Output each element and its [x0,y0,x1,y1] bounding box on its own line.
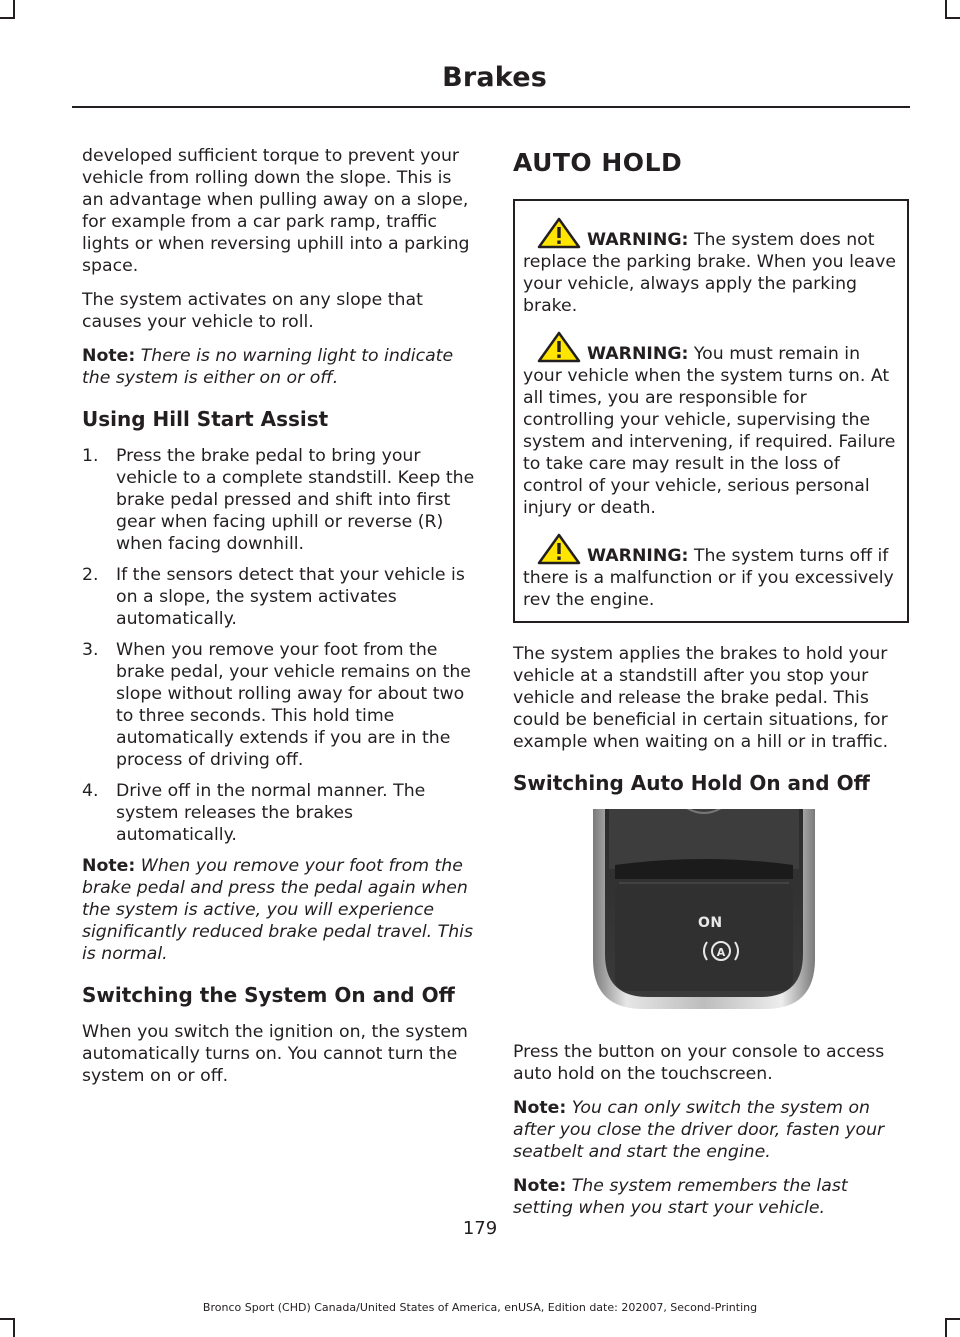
right-column [513,145,909,1231]
warning-text: You must remain in your vehicle when the system turns on. At all times, you are responsible for controlling your vehicle, supervising the system and intervening, if required. Failure to take care may result in the loss of control of your vehicle, serious personal injury or death. [523,344,896,518]
note-label: Note: [513,1176,567,1196]
note-text: You can only switch the system on after you close the driver door, fasten your seatbelt and start the engine. [513,1098,885,1162]
console-button-on-label: ON [698,915,723,931]
note-text: When you remove your foot from the brake pedal and press the pedal again when the system is active, you will experience significantly reduced brake pedal travel. This is normal. [82,856,473,964]
note-text: There is no warning light to indicate the system is either on or off. [82,346,454,388]
intro-paragraph: developed sufficient torque to prevent your vehicle from rolling down the slope. This is an advantage when pulling away on a slope, for example from a car park ramp, traffic lights or when reversing uphill into a parking space. [82,146,470,276]
warning-label: WARNING: [587,546,689,566]
note-label: Note: [82,856,136,876]
heading-switching-auto-hold: Switching Auto Hold On and Off [513,771,870,795]
step-text: When you remove your foot from the brake pedal, your vehicle remains on the slope without rolling away for about two to three seconds. This hold time automatically extends if you are in the process of driving off. [116,640,471,770]
step-text: Press the brake pedal to bring your vehicle to a complete standstill. Keep the brake pedal pressed and shift into first gear when facing uphill or reverse (R) when facing downhill. [116,446,475,554]
step-number: 1. [82,446,99,466]
press-button-paragraph: Press the button on your console to access auto hold on the touchscreen. [513,1042,885,1084]
warning-text: The system turns off if there is a malfunction or if you excessively rev the engine. [523,546,894,610]
step-text: If the sensors detect that your vehicle is on a slope, the system activates automatically. [116,565,465,629]
note-remembers-setting [513,1175,909,1219]
list-item [82,445,478,555]
warning-triangle-icon [537,533,581,565]
step-text: Drive off in the normal manner. The system releases the brakes automatically. [116,781,426,845]
console-button-illustration [553,809,853,1017]
warning-label: WARNING: [587,230,689,250]
activation-paragraph: The system activates on any slope that causes your vehicle to roll. [82,290,423,332]
crop-mark [13,0,15,18]
crop-mark [945,17,960,19]
warning-box [513,199,909,623]
crop-mark [945,1319,947,1337]
warning-label: WARNING: [587,344,689,364]
note-label: Note: [82,346,136,366]
crop-mark [0,17,15,19]
crop-mark [945,1318,960,1320]
page-number: 179 [462,1218,498,1239]
step-number: 3. [82,640,99,660]
list-item [82,639,478,771]
note-no-warning-light [82,345,478,389]
note-text: The system remembers the last setting when you start your vehicle. [513,1176,848,1218]
note-label: Note: [513,1098,567,1118]
warning-triangle-icon [537,217,581,249]
note-switch-on-conditions [513,1097,909,1163]
heading-using-hill-start-assist: Using Hill Start Assist [82,407,329,431]
heading-switching-system: Switching the System On and Off [82,983,455,1007]
crop-mark [13,1319,15,1337]
steps-list [82,445,478,846]
note-pedal-travel [82,855,478,965]
crop-mark [945,0,947,18]
left-column [82,145,478,1099]
warning-parking-brake [523,217,899,317]
heading-auto-hold: AUTO HOLD [513,148,683,177]
switching-paragraph: When you switch the ignition on, the system automatically turns on. You cannot turn the system on or off. [82,1022,468,1086]
warning-malfunction [523,533,899,611]
list-item [82,780,478,846]
svg-text:A: A [716,946,726,959]
crop-mark [0,1318,15,1320]
warning-text: The system does not replace the parking brake. When you leave your vehicle, always apply the parking brake. [523,230,897,316]
step-number: 4. [82,781,99,801]
warning-remain-in-vehicle [523,331,899,519]
list-item [82,564,478,630]
page-title: Brakes [442,62,547,93]
applies-paragraph: The system applies the brakes to hold your vehicle at a standstill after you stop your vehicle and release the brake pedal. This could be beneficial in certain situations, for example when waiting on a hill or in traffic. [513,644,889,752]
header-divider [72,106,910,108]
edition-footer: Bronco Sport (CHD) Canada/United States of America, enUSA, Edition date: 202007, Second-Printing [202,1301,758,1314]
step-number: 2. [82,565,99,585]
warning-triangle-icon [537,331,581,363]
